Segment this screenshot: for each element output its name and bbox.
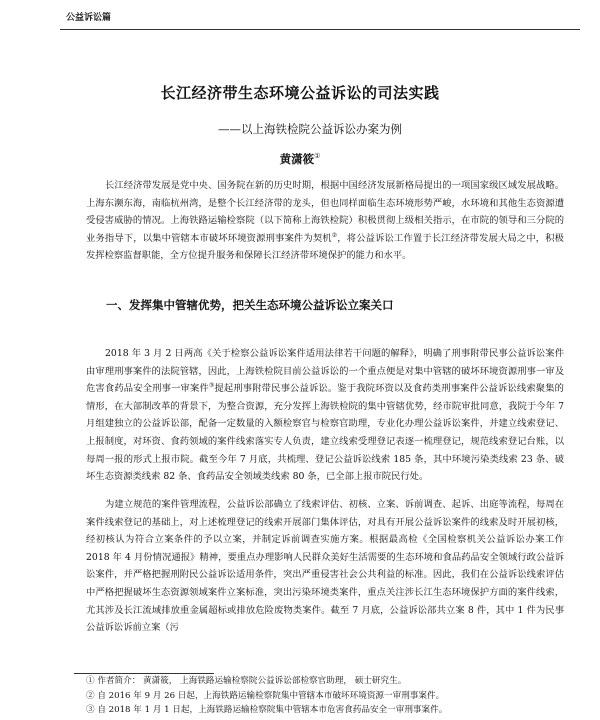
author-line (60, 151, 540, 167)
footnote-mark-2: ② (331, 231, 338, 239)
body-paragraph-1-tail: 提起刑事附带民事公益诉讼。鉴于我院环资以及食药类刑事案件公益诉讼线索聚集的情形，在大部制改革的背景下，为整合资源，充分发挥上海铁检院的集中管辖优势，经市院审批同意，我院于今年 7 月组建独立的公益诉讼部，配备一定数量的入额检察官与检察官助理，专业化办理公益诉讼案件，并建立线索登记、上报制度，对环资、食药领域的案件线索落实专人负责，建立线索受理登记表逐一梳理登记，规范线索登记台账，以每周一报的形式上报市院。截至今年 7 月底，共梳理、登记公益诉讼线索 185 条，其中环境污染类线索 23 条、破坏生态资源类线索 82 条、食药品安全领域类线索 80 条，已全部上报市院民行处。 (86, 383, 564, 483)
running-head: 公益诉讼篇 (66, 13, 112, 23)
body-paragraph-2-text: 为建立规范的案件管理流程，公益诉讼部确立了线索评估、初核、立案、诉前调查、起诉、出庭等流程，每周在案件线索登记的基础上，对上述梳理登记的线索开展部门集体评估，对具有开展公益诉讼案件的线索及时开展初核，经初核认为符合立案条件的予以立案，并制定诉前调查实施方案。根据最高检《全国检察机关公益诉讼办案工作 2018 年 4 月份情况通报》精神，要重点办理影响人民群众美好生活需要的生态环境和食品药品安全领域行政公益诉讼案件，并严格把握刑附民公益诉讼适用条件，突出严重侵害社会公共利益的标准。因此，我们在公益诉讼线索评估中严格把握破坏生态资源领域案件立案标准，突出污染环境类案件，重点关注涉长江生态环境保护方面的案件线索，尤其涉及长江流域排放重金属超标或排放危险废物类案件。截至 7 月底，公益诉讼部共立案 8 件，其中 1 件为民事公益诉讼诉前立案（污 (86, 499, 564, 634)
body-paragraph-1 (86, 345, 564, 486)
author-name: 黄潇筱 (279, 152, 315, 166)
intro-paragraph (86, 177, 564, 265)
footnote-3: ③ 自 2018 年 1 月 1 日起，上海铁路运输检察院集中管辖本市危害食药品安全一审刑事案件。 (86, 705, 448, 716)
footnote-1: ① 作者简介： 黄潇筱， 上海铁路运输检察院公益诉讼部检察官助理， 硕士研究生。 (86, 676, 407, 686)
footnote-mark-3: ③ (208, 382, 215, 390)
article-title: 长江经济带生态环境公益诉讼的司法实践 (160, 84, 440, 102)
section-heading: 一、发挥集中管辖优势，把关生态环境公益诉讼立案关口 (106, 298, 394, 312)
intro-text: 长江经济带发展是党中央、国务院在新的历史时期，根据中国经济发展新格局提出的一项国家级区域发展战略。上海东濒东海，南临杭州湾，是整个长江经济带的龙头，但也同样面临生态环境形势严峻，水环境和其他生态资源遭受侵害威胁的情况。上海铁路运输检察院（以下简称上海铁检院）积极贯彻上级相关指示，在市院的领导和三分院的业务指导下，以集中管辖本市破坏环境资源刑事案件为契机 (86, 180, 564, 244)
header-rule (60, 29, 580, 30)
footnote-2: ② 自 2016 年 9 月 26 日起，上海铁路运输检察院集中管辖本市破坏环境资源一审刑事案件。 (86, 690, 445, 701)
body-paragraph-1-text: 2018 年 3 月 2 日两高《关于检察公益诉讼案件适用法律若干问题的解释》，明确了刑事附带民事公益诉讼案件由审理刑事案件的法院管辖，因此，上海铁检院目前公益诉讼的一个重点便是对集中管辖的破坏环境资源刑事一审及危害食药品安全刑事一审案件 (86, 348, 564, 395)
intro-text-tail: ，将公益诉讼工作置于长江经济带发展大局之中，积极发挥检察监督职能，全方位提升服务和保障长江经济带环境保护的能力和水平。 (86, 232, 564, 262)
body-paragraph-2 (86, 496, 564, 637)
author-footnote-mark: ① (314, 152, 321, 161)
article-subtitle: ——以上海铁检院公益诉讼办案为例 (218, 122, 402, 136)
footnotes (86, 674, 570, 718)
